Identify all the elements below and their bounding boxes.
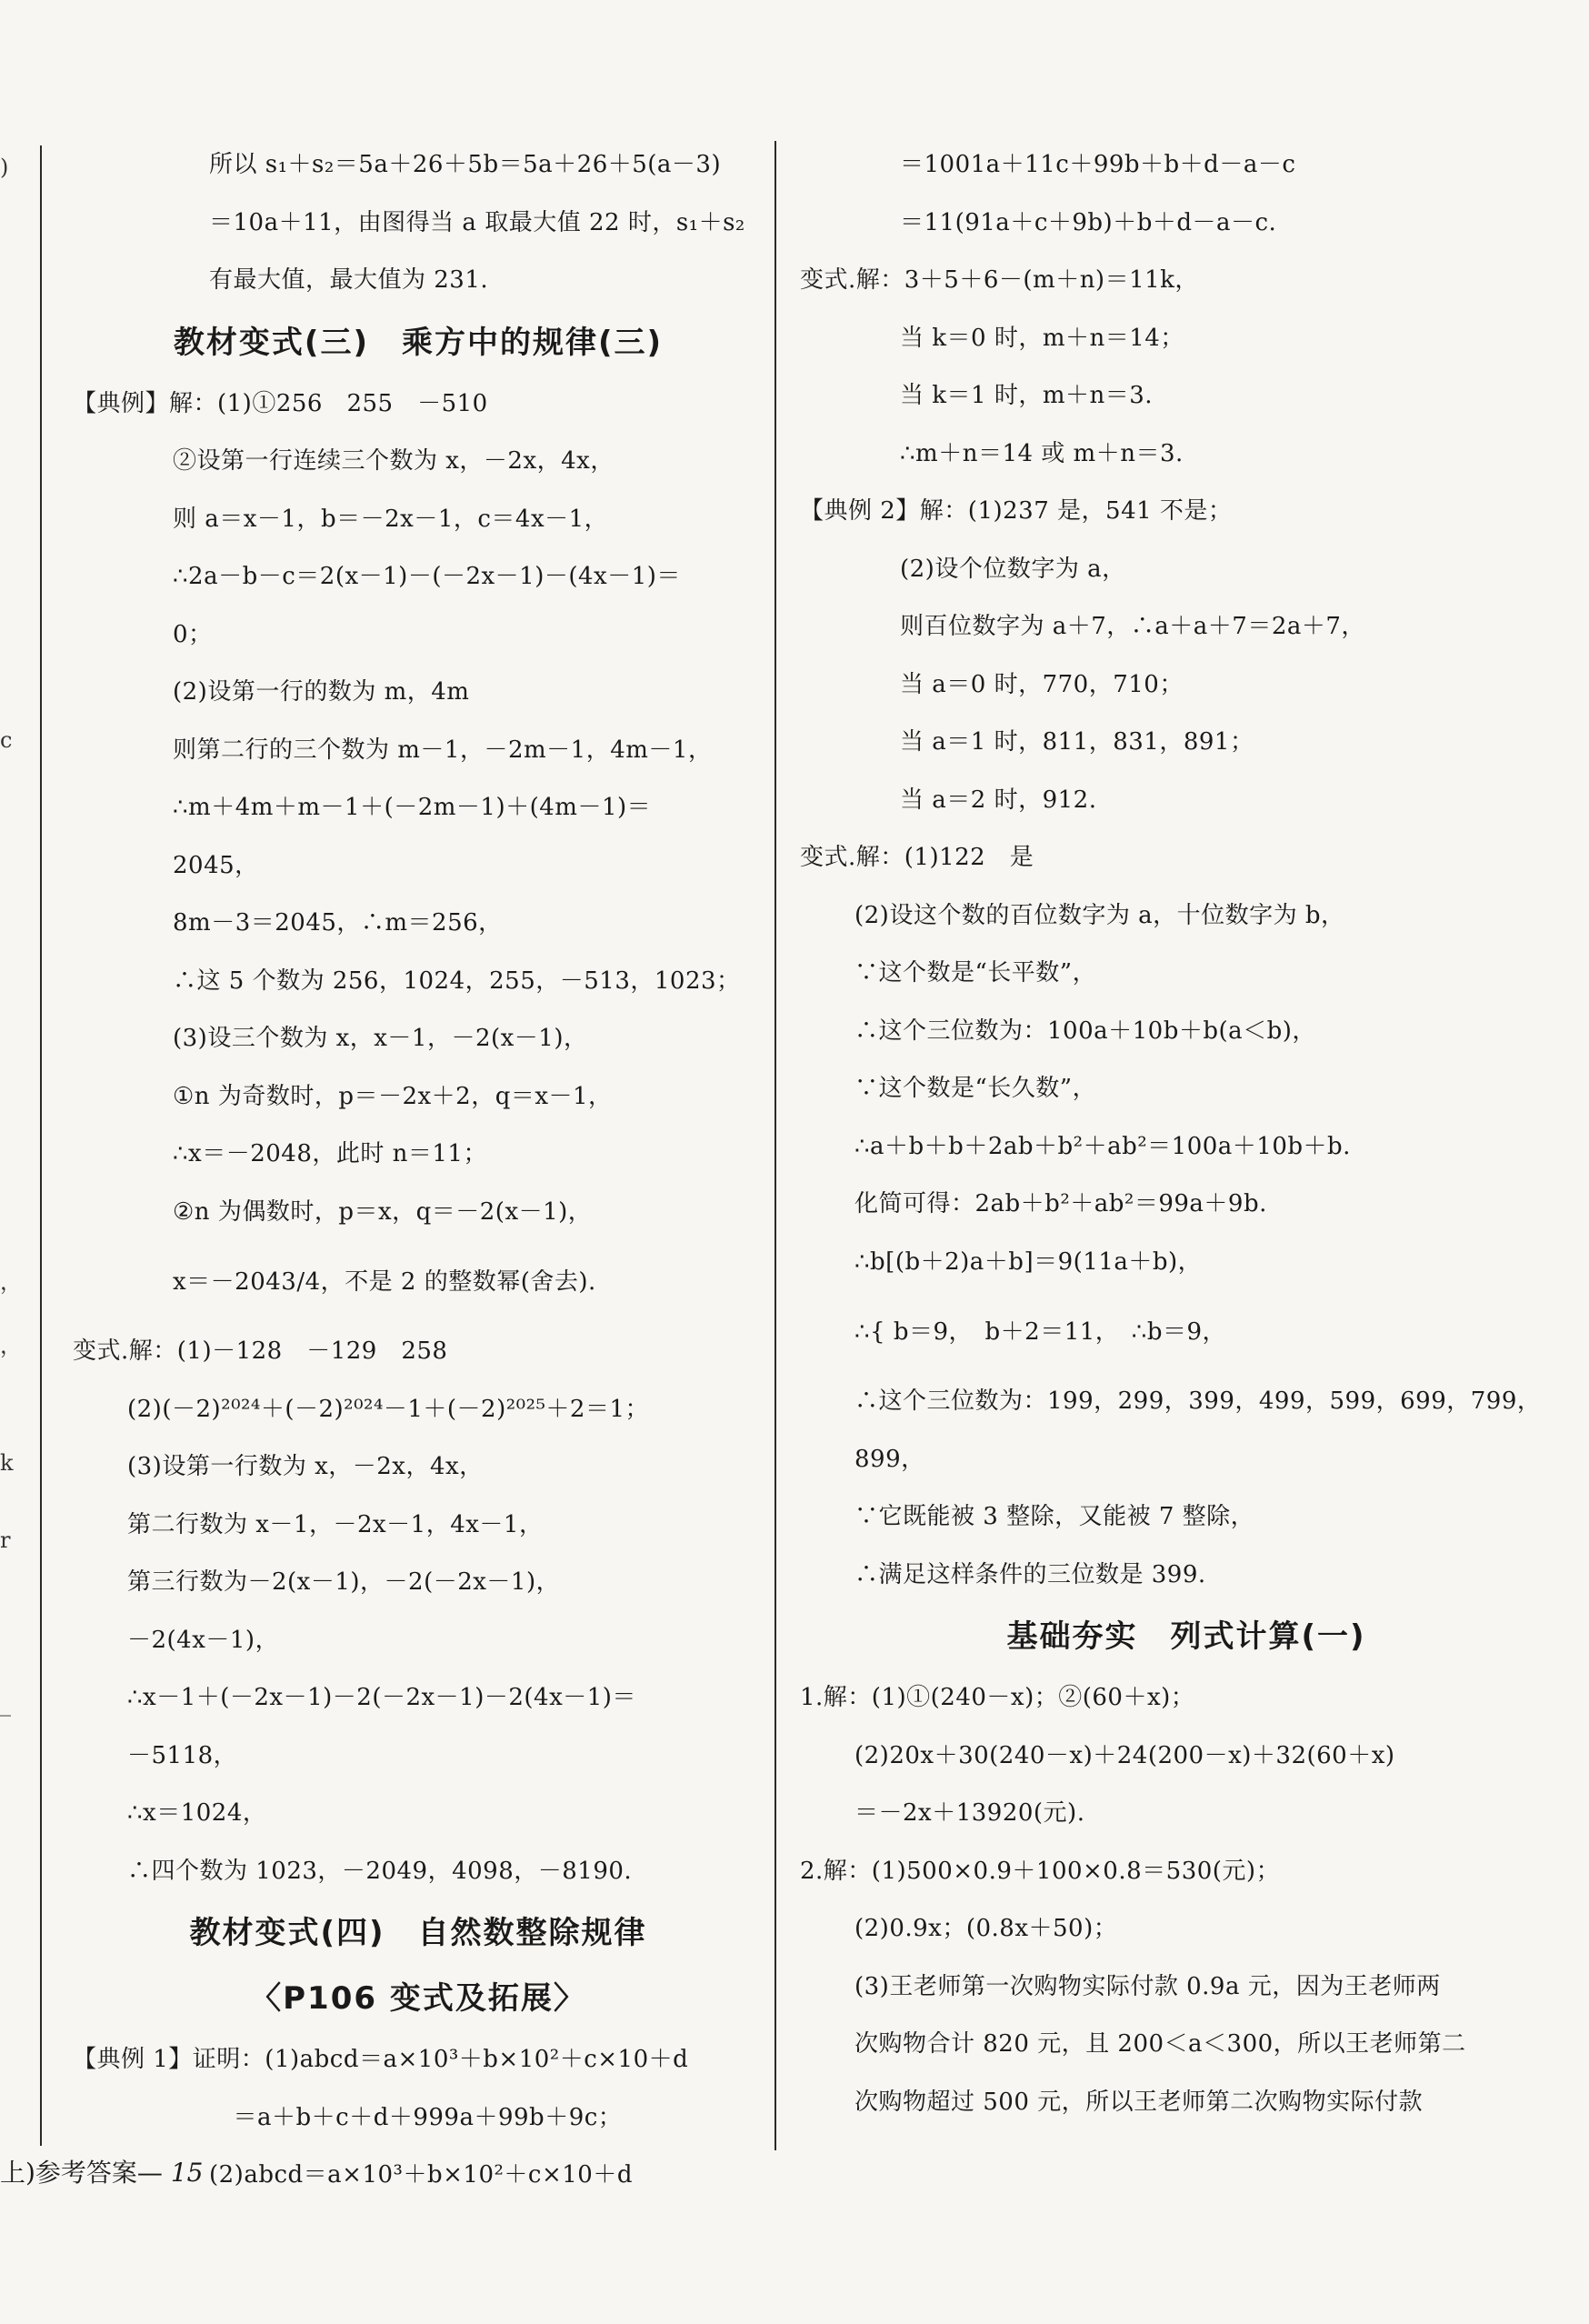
answer-line: ＝1001a＋11c＋99b＋b＋d－a－c bbox=[900, 151, 1296, 178]
answer-line: 次购物超过 500 元，所以王老师第二次购物实际付款 bbox=[854, 2088, 1424, 2116]
answer-line: (3)设第一行数为 x，－2x，4x， bbox=[127, 1453, 484, 1480]
answer-line: 变式.解：(1)122 是 bbox=[800, 844, 1034, 871]
edge-mark: ， bbox=[0, 1269, 22, 1295]
answer-line: ∵这个数是“长平数”， bbox=[854, 959, 1097, 987]
answer-line: ∴x－1＋(－2x－1)－2(－2x－1)－2(4x－1)＝ bbox=[127, 1684, 636, 1711]
answer-line: ∴这个三位数为：199，299，399，499，599，699，799， bbox=[854, 1387, 1542, 1415]
column-divider bbox=[775, 141, 776, 2150]
answer-line: ＝10a＋11，由图得当 a 取最大值 22 时，s₁＋s₂ bbox=[209, 208, 745, 236]
answer-line: 则百位数字为 a＋7，∴a＋a＋7＝2a＋7， bbox=[900, 613, 1365, 640]
answer-line: 第三行数为－2(x－1)，－2(－2x－1)， bbox=[127, 1568, 561, 1596]
answer-line: ∵这个数是“长久数”， bbox=[854, 1075, 1097, 1102]
answer-line: (3)王老师第一次购物实际付款 0.9a 元，因为王老师两 bbox=[854, 1972, 1441, 2000]
answer-line: －2(4x－1)， bbox=[127, 1626, 280, 1654]
answer-line: ＝－2x＋13920(元). bbox=[854, 1799, 1085, 1827]
answer-line: (2)(－2)²⁰²⁴＋(－2)²⁰²⁴－1＋(－2)²⁰²⁵＋2＝1； bbox=[127, 1395, 650, 1423]
answer-line: (2)设第一行的数为 m，4m bbox=[173, 678, 470, 706]
answer-line: 当 a＝2 时，912. bbox=[900, 786, 1097, 814]
edge-mark: ， bbox=[0, 1333, 22, 1358]
page-footer bbox=[0, 2153, 203, 2189]
answer-line: 当 a＝0 时，770，710； bbox=[900, 670, 1184, 698]
answer-line: ∴m＋4m＋m－1＋(－2m－1)＋(4m－1)＝ bbox=[173, 794, 652, 821]
left-margin-rule bbox=[40, 145, 42, 2146]
answer-line: ∴2a－b－c＝2(x－1)－(－2x－1)－(4x－1)＝ bbox=[173, 563, 681, 590]
answer-line: 【典例】解：(1)①256 255 －510 bbox=[73, 389, 488, 417]
answer-line: ∴这 5 个数为 256，1024，255，－513，1023； bbox=[173, 967, 741, 995]
section-heading: 〈P106 变式及拓展〉 bbox=[250, 1980, 586, 2017]
answer-line: 1.解：(1)①(240－x)；②(60＋x)； bbox=[800, 1684, 1195, 1711]
edge-mark: c bbox=[0, 727, 13, 753]
answer-line: ∴这个三位数为：100a＋10b＋b(a＜b)， bbox=[854, 1017, 1316, 1045]
answer-line: 8m－3＝2045，∴m＝256， bbox=[173, 909, 503, 937]
answer-line: 第二行数为 x－1，－2x－1，4x－1， bbox=[127, 1510, 544, 1538]
answer-line: 当 k＝1 时，m＋n＝3. bbox=[900, 382, 1154, 409]
answer-line: (2)设个位数字为 a， bbox=[900, 555, 1126, 583]
answer-line: ②设第一行连续三个数为 x，－2x，4x， bbox=[173, 447, 615, 475]
left-column bbox=[73, 136, 764, 2205]
answer-line: 2045， bbox=[173, 851, 259, 879]
footer-label: 上)参考答案— bbox=[0, 2158, 163, 2188]
answer-line: 【典例 1】证明：(1)abcd＝a×10³＋b×10²＋c×10＋d bbox=[73, 2046, 689, 2073]
edge-mark: _ bbox=[0, 1691, 11, 1717]
right-column bbox=[800, 136, 1573, 2131]
answer-line: 变式.解：(1)－128 －129 258 bbox=[73, 1337, 448, 1365]
edge-mark: k bbox=[0, 1450, 14, 1476]
answer-line: －5118， bbox=[127, 1741, 238, 1769]
section-heading: 基础夯实 列式计算(一) bbox=[1006, 1618, 1366, 1655]
answer-line: (2)0.9x；(0.8x＋50)； bbox=[854, 1915, 1118, 1942]
page-number: 15 bbox=[170, 2158, 204, 2188]
answer-line: 所以 s₁＋s₂＝5a＋26＋5b＝5a＋26＋5(a－3) bbox=[209, 151, 722, 178]
edge-mark: r bbox=[0, 1528, 11, 1553]
answer-line: ∴满足这样条件的三位数是 399. bbox=[854, 1560, 1206, 1588]
answer-line: 则 a＝x－1，b＝－2x－1，c＝4x－1， bbox=[173, 505, 609, 533]
answer-line: 化简可得：2ab＋b²＋ab²＝99a＋9b. bbox=[854, 1190, 1267, 1217]
answer-line: ∴四个数为 1023，－2049，4098，－8190. bbox=[127, 1857, 633, 1885]
answer-line: ＝11(91a＋c＋9b)＋b＋d－a－c. bbox=[900, 208, 1277, 236]
answer-line: 2.解：(1)500×0.9＋100×0.8＝530(元)； bbox=[800, 1857, 1281, 1885]
answer-line: ＝a＋b＋c＋d＋999a＋99b＋9c； bbox=[209, 2103, 623, 2131]
answer-line: 899， bbox=[854, 1445, 925, 1473]
answer-line: (3)设三个数为 x，x－1，－2(x－1)， bbox=[173, 1025, 588, 1052]
answer-line: 0； bbox=[173, 620, 213, 648]
section-heading: 教材变式(三) 乘方中的规律(三) bbox=[173, 324, 664, 361]
answer-line: 当 k＝0 时，m＋n＝14； bbox=[900, 324, 1184, 352]
section-heading: 教材变式(四) 自然数整除规律 bbox=[189, 1915, 647, 1951]
answer-line: 变式.解：3＋5＋6－(m＋n)＝11k， bbox=[800, 266, 1199, 294]
answer-line: ∴a＋b＋b＋2ab＋b²＋ab²＝100a＋10b＋b. bbox=[854, 1132, 1351, 1160]
answer-line: 有最大值，最大值为 231. bbox=[209, 266, 489, 294]
answer-line: (2)20x＋30(240－x)＋24(200－x)＋32(60＋x) bbox=[854, 1741, 1395, 1769]
answer-line: 当 a＝1 时，811，831，891； bbox=[900, 728, 1254, 756]
answer-line: ∴x＝1024， bbox=[127, 1799, 267, 1827]
equation-system-line: ∴{ b＝9， b＋2＝11， ∴b＝9， bbox=[854, 1318, 1227, 1346]
answer-line: ∴x＝－2048，此时 n＝11； bbox=[173, 1140, 487, 1167]
answer-line: x＝－2043/4，不是 2 的整数幂(舍去). bbox=[173, 1268, 596, 1296]
answer-line: ∴b[(b＋2)a＋b]＝9(11a＋b)， bbox=[854, 1247, 1203, 1276]
answer-line: 【典例 2】解：(1)237 是，541 不是； bbox=[800, 497, 1233, 525]
answer-line: ∴m＋n＝14 或 m＋n＝3. bbox=[900, 439, 1184, 467]
answer-line: (2)设这个数的百位数字为 a，十位数字为 b， bbox=[854, 901, 1345, 929]
answer-line: ①n 为奇数时，p＝－2x＋2，q＝x－1， bbox=[173, 1082, 613, 1110]
edge-mark: ) bbox=[0, 155, 9, 180]
answer-line: 则第二行的三个数为 m－1，－2m－1，4m－1， bbox=[173, 736, 713, 764]
answer-line: 次购物合计 820 元，且 200＜a＜300，所以王老师第二 bbox=[854, 2030, 1466, 2058]
answer-line: ∵它既能被 3 整除，又能被 7 整除， bbox=[854, 1503, 1255, 1530]
answer-line: (2)abcd＝a×10³＋b×10²＋c×10＋d bbox=[209, 2161, 633, 2189]
answer-line: ②n 为偶数时，p＝x，q＝－2(x－1)， bbox=[173, 1197, 593, 1226]
